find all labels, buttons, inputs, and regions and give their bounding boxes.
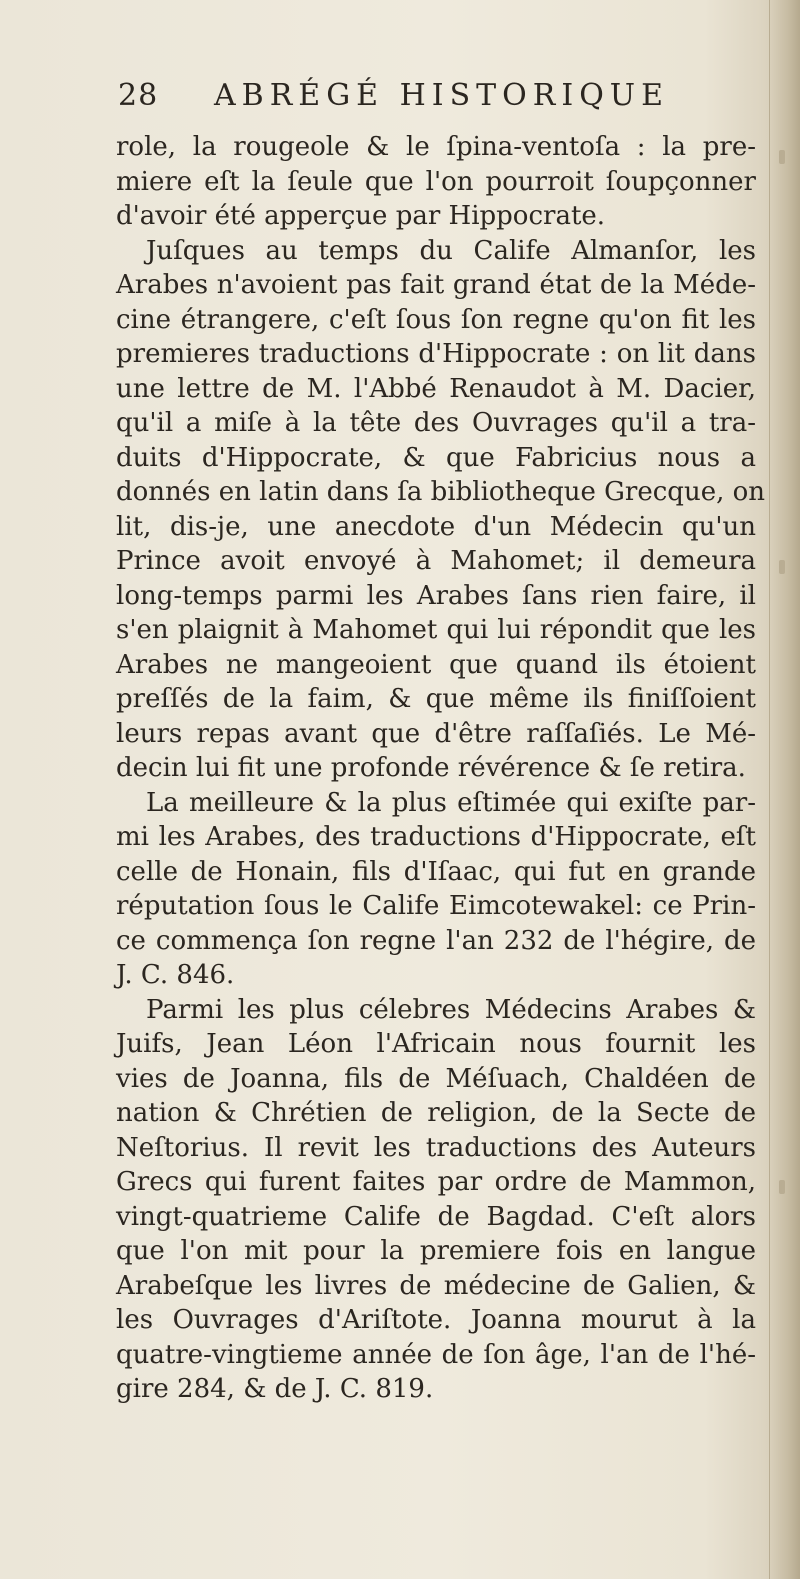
text-line: mi les Arabes, des traductions d'Hippocrate, eſt bbox=[116, 822, 756, 852]
text-line: preſſés de la faim, & que même ils finiſſoient bbox=[116, 684, 756, 714]
text-line: Arabes n'avoient pas fait grand état de la Méde- bbox=[116, 270, 756, 300]
text-line: nation & Chrétien de religion, de la Secte de bbox=[116, 1098, 756, 1128]
text-line: Arabes ne mangeoient que quand ils étoient bbox=[116, 649, 756, 680]
gutter-mark bbox=[779, 1180, 785, 1194]
text-line: premieres traductions d'Hippocrate : on lit dans bbox=[116, 339, 756, 369]
text-line: Neſtorius. Il revit les traductions des Auteurs bbox=[116, 1132, 756, 1163]
text-line: donnés en latin dans ſa bibliotheque Grecque, on bbox=[116, 477, 766, 507]
text-line: Juifs, Jean Léon l'Africain nous fournit les bbox=[116, 1029, 756, 1059]
text-line: La meilleure & la plus eſtimée qui exiſte par- bbox=[146, 787, 756, 818]
text-line: ce commença ſon regne l'an 232 de l'hégire, de bbox=[116, 925, 756, 956]
text-line: J. C. 846. bbox=[116, 960, 235, 990]
text-line: que l'on mit pour la premiere fois en langue bbox=[116, 1236, 756, 1266]
text-line: s'en plaignit à Mahomet qui lui répondit que les bbox=[116, 615, 756, 645]
text-line: Arabeſque les livres de médecine de Galien, & bbox=[116, 1270, 756, 1301]
text-line: une lettre de M. l'Abbé Renaudot à M. Dacier, bbox=[116, 373, 756, 404]
text-line: vingt-quatrieme Calife de Bagdad. C'eſt alors bbox=[116, 1201, 756, 1232]
text-line: les Ouvrages d'Ariſtote. Joanna mourut à la bbox=[116, 1305, 756, 1335]
text-line: Grecs qui furent faites par ordre de Mammon, bbox=[116, 1167, 756, 1197]
running-head: ABRÉGÉ HISTORIQUE bbox=[214, 78, 669, 113]
text-line: qu'il a miſe à la tête des Ouvrages qu'il a tra- bbox=[116, 408, 756, 438]
text-line: long-temps parmi les Arabes ſans rien faire, il bbox=[116, 580, 756, 611]
text-line: miere eſt la ſeule que l'on pourroit ſoupçonner bbox=[116, 166, 756, 197]
text-line: vies de Joanna, fils de Méſuach, Chaldéen de bbox=[116, 1063, 756, 1094]
page-number: 28 bbox=[118, 78, 159, 113]
text-line: réputation ſous le Calife Eimcotewakel: ce Prin- bbox=[116, 891, 756, 921]
text-line: duits d'Hippocrate, & que Fabricius nous a bbox=[116, 442, 756, 473]
text-line: quatre-vingtieme année de ſon âge, l'an de l'hé- bbox=[116, 1339, 756, 1370]
text-line: cine étrangere, c'eſt ſous ſon regne qu'on fit les bbox=[116, 304, 756, 335]
text-line: Prince avoit envoyé à Mahomet; il demeura bbox=[116, 546, 756, 576]
text-line: celle de Honain, fils d'Iſaac, qui fut en grande bbox=[116, 856, 756, 887]
text-line: d'avoir été apperçue par Hippocrate. bbox=[116, 201, 606, 231]
body-text bbox=[116, 130, 766, 1407]
text-line: gire 284, & de J. C. 819. bbox=[116, 1374, 434, 1404]
gutter-mark bbox=[779, 560, 785, 574]
page-gutter bbox=[769, 0, 800, 1579]
text-line: leurs repas avant que d'être raſſaſiés. Le Mé- bbox=[116, 718, 756, 749]
text-line: Parmi les plus célebres Médecins Arabes & bbox=[146, 994, 756, 1025]
page-header bbox=[118, 74, 678, 124]
text-line: decin lui fit une profonde révérence & ſe retira. bbox=[116, 753, 746, 783]
text-line: lit, dis-je, une anecdote d'un Médecin qu'un bbox=[116, 511, 756, 542]
gutter-mark bbox=[779, 150, 785, 164]
text-line: role, la rougeole & le ſpina-ventoſa : la pre- bbox=[116, 132, 756, 162]
text-line: Juſques au temps du Calife Almanſor, les bbox=[146, 235, 756, 266]
